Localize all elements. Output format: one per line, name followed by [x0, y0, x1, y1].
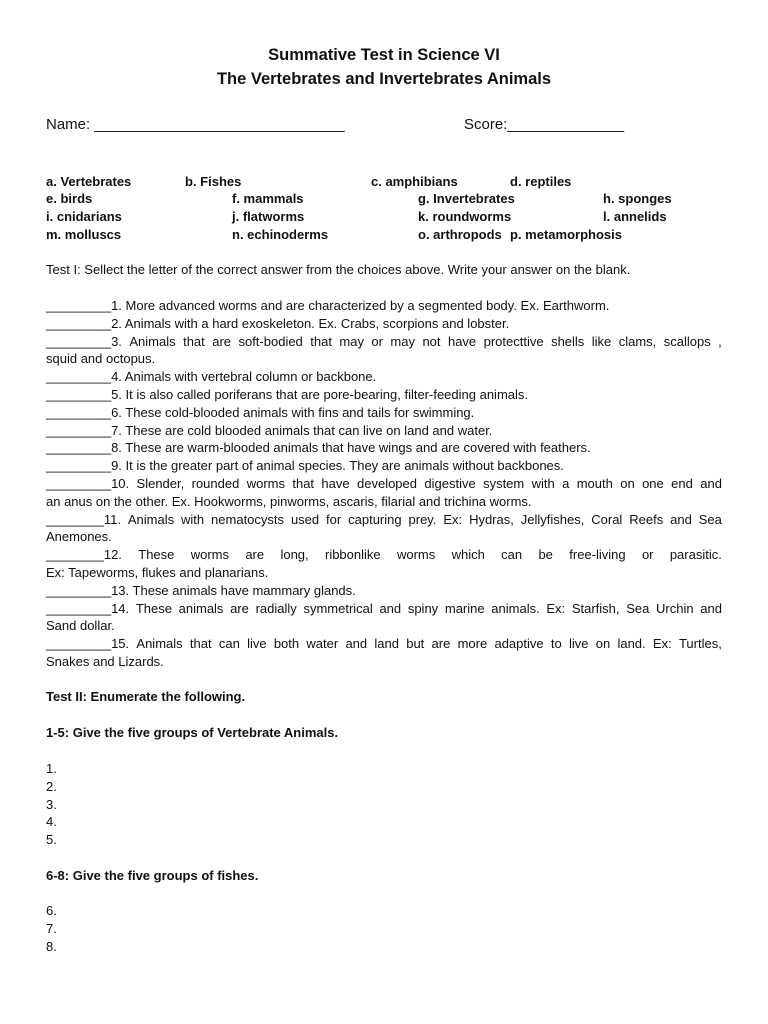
choice-item: g. Invertebrates	[418, 191, 515, 206]
test1-item: _________6. These cold-blooded animals with fins and tails for swimming.	[46, 404, 475, 420]
answer-line: 7.	[46, 920, 57, 936]
test1-item: _________15. Animals that can live both water and land but are more adaptive to live on land. Ex: Turtles,	[46, 636, 722, 652]
test1-item: _________4. Animals with vertebral column or backbone.	[46, 369, 377, 385]
choice-item: i. cnidarians	[46, 209, 122, 224]
test1-item-continuation: Snakes and Lizards.	[46, 654, 164, 669]
test1-item: _________1. More advanced worms and are characterized by a segmented body. Ex. Earthworm.	[46, 298, 610, 313]
name-field-label: Name: ______________________________	[46, 116, 345, 133]
answer-line: 4.	[46, 814, 57, 830]
choice-item: l. annelids	[603, 209, 667, 224]
choice-item: b. Fishes	[185, 174, 242, 189]
choice-item: a. Vertebrates	[46, 174, 132, 189]
test1-item: ________12. These worms are long, ribbonlike worms which can be free-living or parasitic.	[46, 547, 722, 563]
test1-item: _________9. It is the greater part of animal species. They are animals without backbones.	[46, 458, 564, 474]
test1-item: _________7. These are cold blooded animals that can live on land and water.	[46, 422, 493, 438]
choice-item: e. birds	[46, 191, 93, 206]
choice-item: k. roundworms	[418, 209, 512, 224]
choice-item: h. sponges	[603, 191, 672, 206]
test1-item-continuation: Anemones.	[46, 529, 112, 545]
test2-question-1: 1-5: Give the five groups of Vertebrate Animals.	[46, 725, 339, 740]
choice-item: o. arthropods	[418, 227, 502, 242]
test1-item-continuation: an anus on the other. Ex. Hookworms, pinworms, ascaris, filarial and trichina worms.	[46, 493, 532, 509]
answer-line: 6.	[46, 903, 57, 918]
choice-item: c. amphibians	[371, 174, 458, 189]
choice-item: d. reptiles	[510, 174, 572, 189]
test1-instruction: Test I: Sellect the letter of the correct answer from the choices above. Write your answer on the blank.	[46, 262, 631, 277]
choice-item: m. molluscs	[46, 227, 122, 242]
test1-item: ________11. Animals with nematocysts used for capturing prey. Ex: Hydras, Jellyfishes, Coral Reefs and Sea	[46, 511, 722, 527]
test2-heading: Test II: Enumerate the following.	[46, 689, 246, 704]
choice-item: p. metamorphosis	[510, 227, 622, 242]
test1-item: _________8. These are warm-blooded animals that have wings and are covered with feathers.	[46, 440, 591, 456]
page-subtitle: The Vertebrates and Invertebrates Animals	[216, 70, 552, 88]
test2-question-2: 6-8: Give the five groups of fishes.	[46, 868, 259, 883]
choice-item: j. flatworms	[232, 209, 305, 224]
test1-item-continuation: Sand dollar.	[46, 618, 115, 634]
test1-item: _________13. These animals have mammary glands.	[46, 582, 356, 598]
answer-line: 8.	[46, 938, 57, 954]
choice-item: f. mammals	[232, 191, 304, 206]
choice-item: n. echinoderms	[232, 227, 329, 242]
test1-item: _________10. Slender, rounded worms that have developed digestive system with a mouth on one end and	[46, 476, 722, 491]
test1-item: _________5. It is also called poriferans that are pore-bearing, filter-feeding animals.	[46, 387, 529, 402]
answer-line: 3.	[46, 796, 57, 812]
answer-line: 5.	[46, 832, 57, 848]
page-title: Summative Test in Science VI	[268, 46, 500, 64]
test1-item: _________14. These animals are radially symmetrical and spiny marine animals. Ex: Starfish, Sea Urchin and	[46, 600, 722, 616]
test1-item-continuation: squid and octopus.	[46, 351, 156, 367]
answer-line: 1.	[46, 761, 57, 776]
score-field-label: Score:______________	[464, 116, 625, 133]
test1-item: _________3. Animals that are soft-bodied that may or may not have protecttive shells like clams, scallops ,	[46, 333, 722, 349]
test1-item: _________2. Animals with a hard exoskeleton. Ex. Crabs, scorpions and lobster.	[46, 315, 510, 331]
test1-item-continuation: Ex: Tapeworms, flukes and planarians.	[46, 565, 269, 580]
answer-line: 2.	[46, 778, 57, 794]
